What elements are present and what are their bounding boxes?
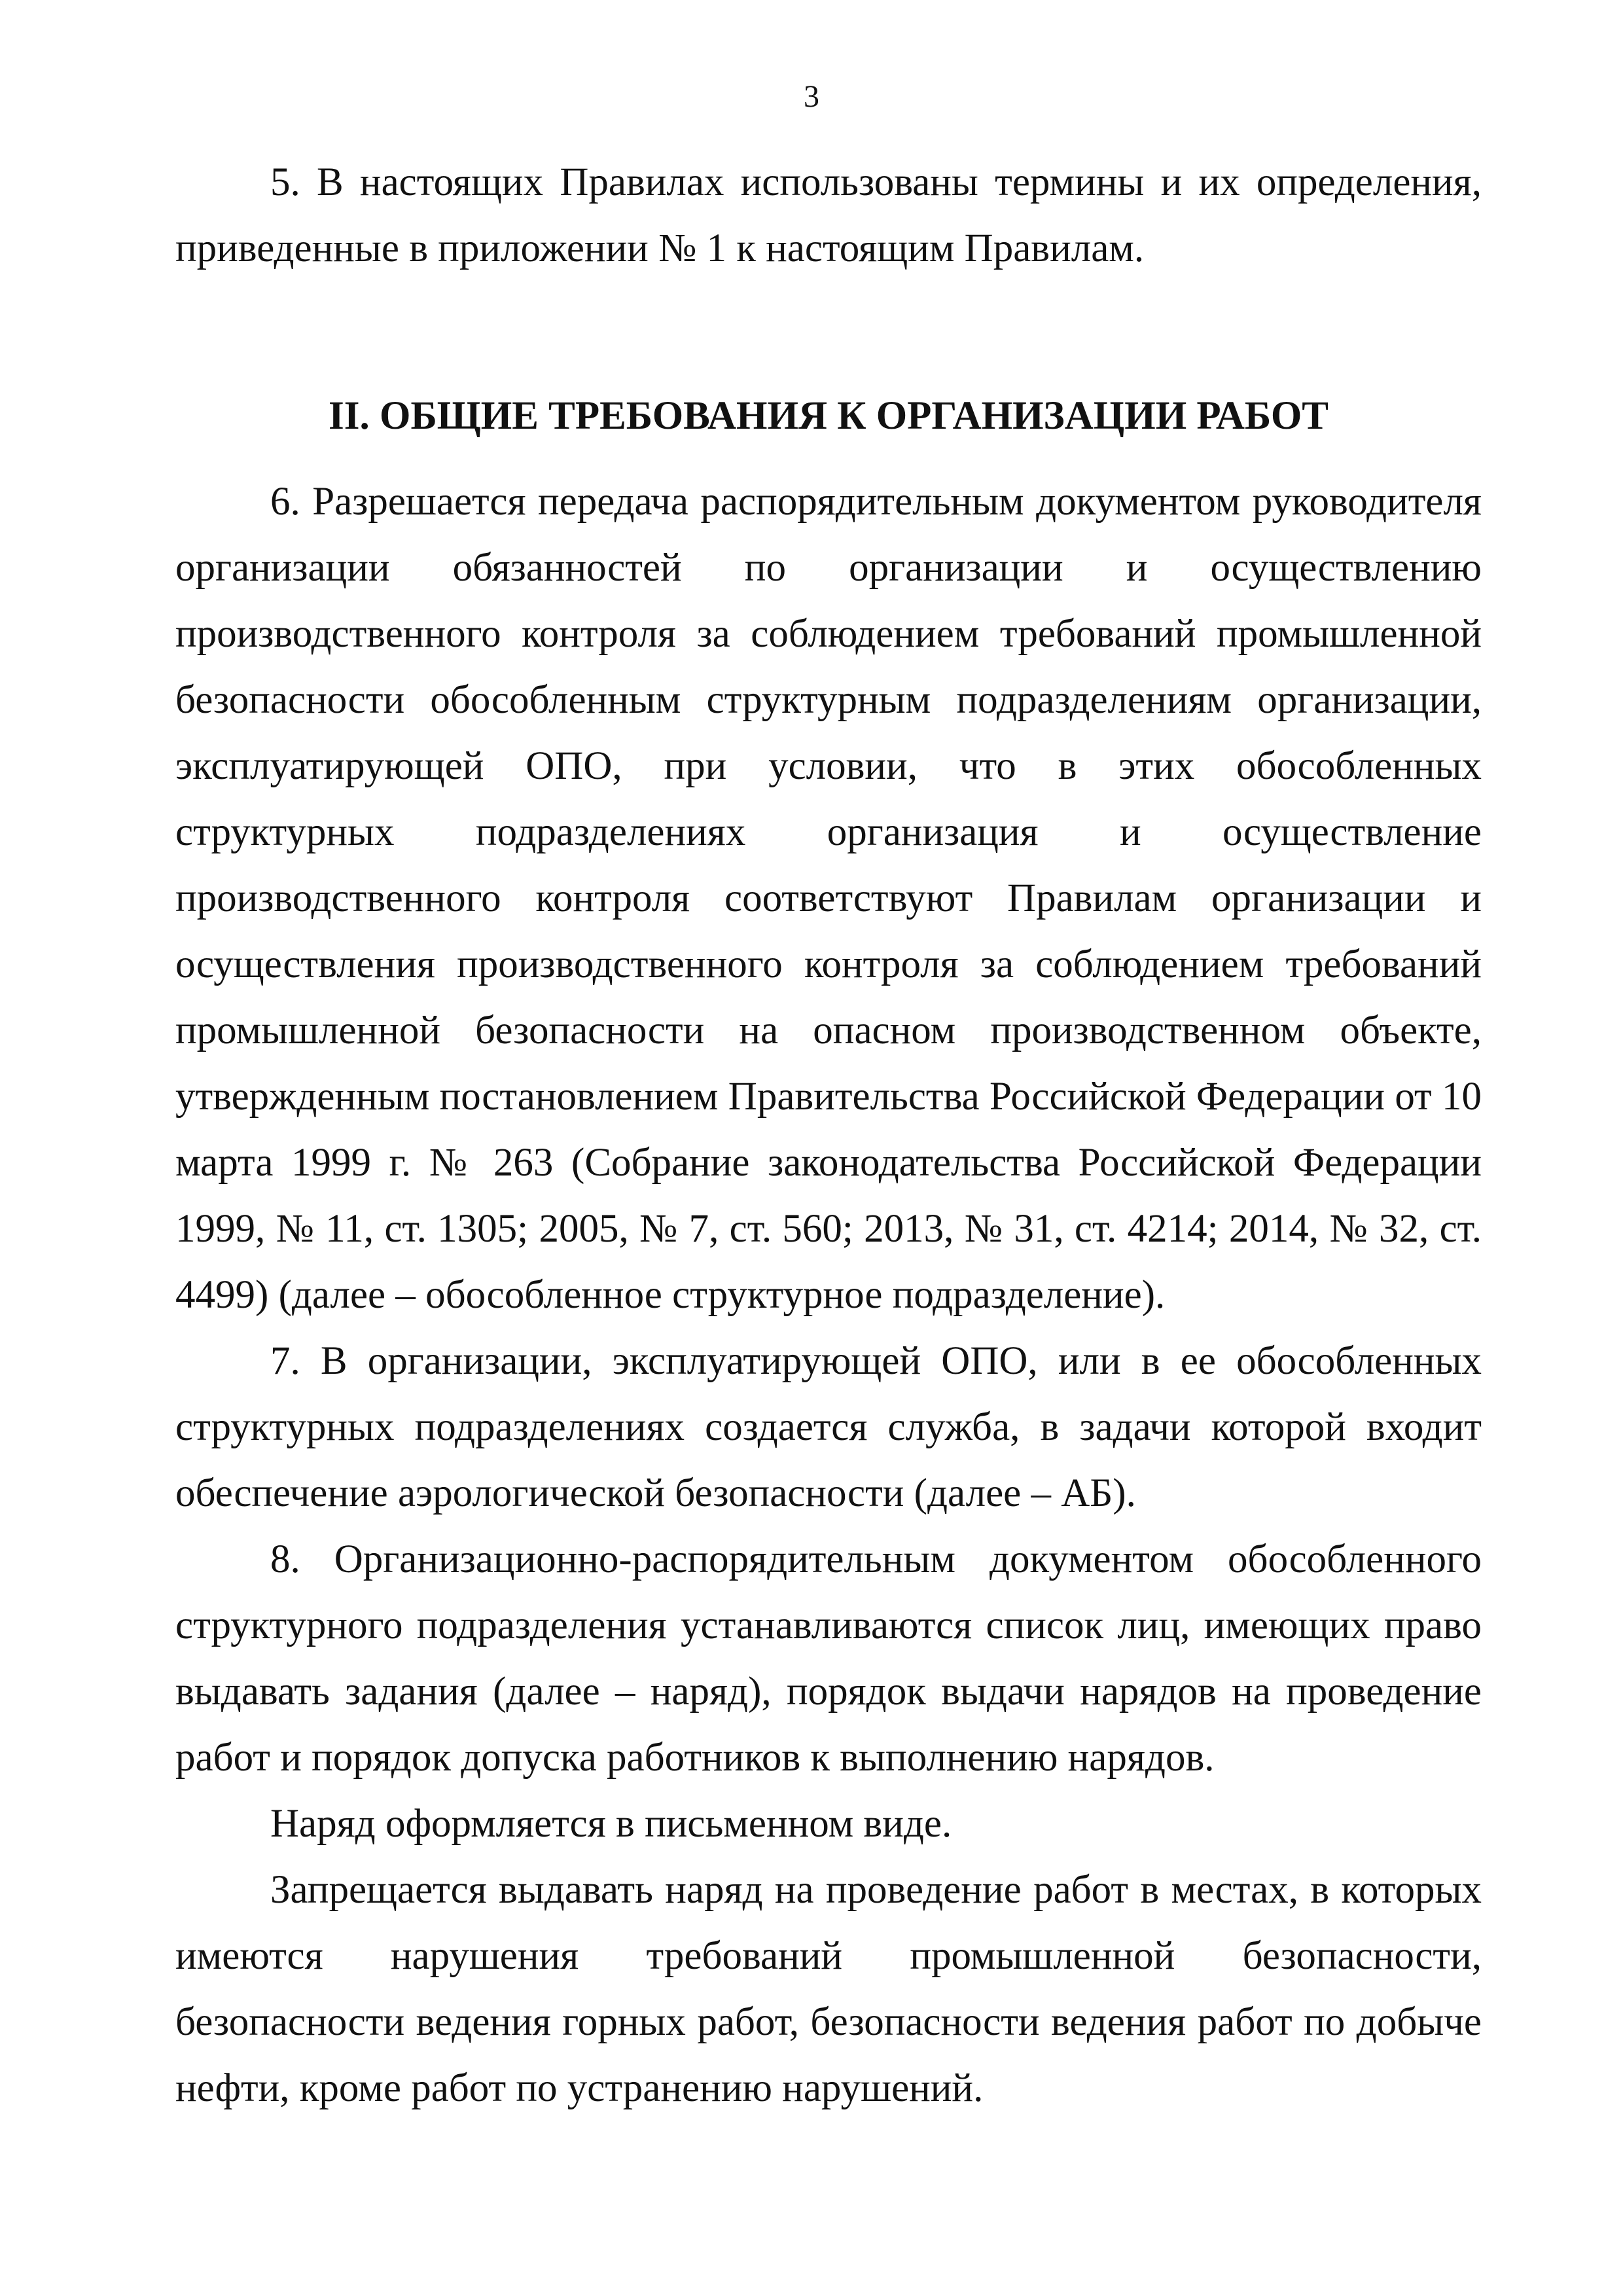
paragraph-8-prohibition: Запрещается выдавать наряд на проведение работ в местах, в которых имеются нарушения требований промышленной безопасности, безопасности ведения горных работ, безопасности ведения работ по добыче нефти, кроме работ по устранению нарушений. [175,1868,1482,2110]
paragraph-6: 6. Разрешается передача распорядительным документом руководителя организации обязанностей по организации и осуществлению производственного контроля за соблюдением требований промышленной безопасности обособленным структурным подразделениям организации, эксплуатирующей ОПО, при условии, что в этих обособленных структурных подразделениях организация и осуществление производственного контроля соответствуют Правилам организации и осуществления производственного контроля за соблюдением требований промышленной безопасности на опасном производственном объекте, утвержденным постановлением Правительства Российской Федерации от 10 марта 1999 г. № 263 (Собрание законодательства Российской Федерации 1999, № 11, ст. 1305; 2005, № 7, ст. 560; 2013, № 31, ст. 4214; 2014, № 32, ст. 4499) (далее – обособленное структурное подразделение). [175,480,1482,1317]
paragraph-7: 7. В организации, эксплуатирующей ОПО, или в ее обособленных структурных подразделениях создается служба, в задачи которой входит обеспечение аэрологической безопасности (далее – АБ). [175,1339,1482,1515]
paragraph-5: 5. В настоящих Правилах использованы термины и их определения, приведенные в приложении № 1 к настоящим Правилам. [175,160,1482,270]
page-number: 3 [804,79,819,114]
paragraph-8-written-form: Наряд оформляется в письменном виде. [270,1802,952,1846]
section-title: II. ОБЩИЕ ТРЕБОВАНИЯ К ОРГАНИЗАЦИИ РАБОТ [329,394,1329,438]
paragraph-8: 8. Организационно-распорядительным документом обособленного структурного подразделения устанавливаются список лиц, имеющих право выдавать задания (далее – наряд), порядок выдачи нарядов на проведение работ и порядок допуска работников к выполнению нарядов. [175,1537,1482,1780]
document-body [175,149,1482,2121]
